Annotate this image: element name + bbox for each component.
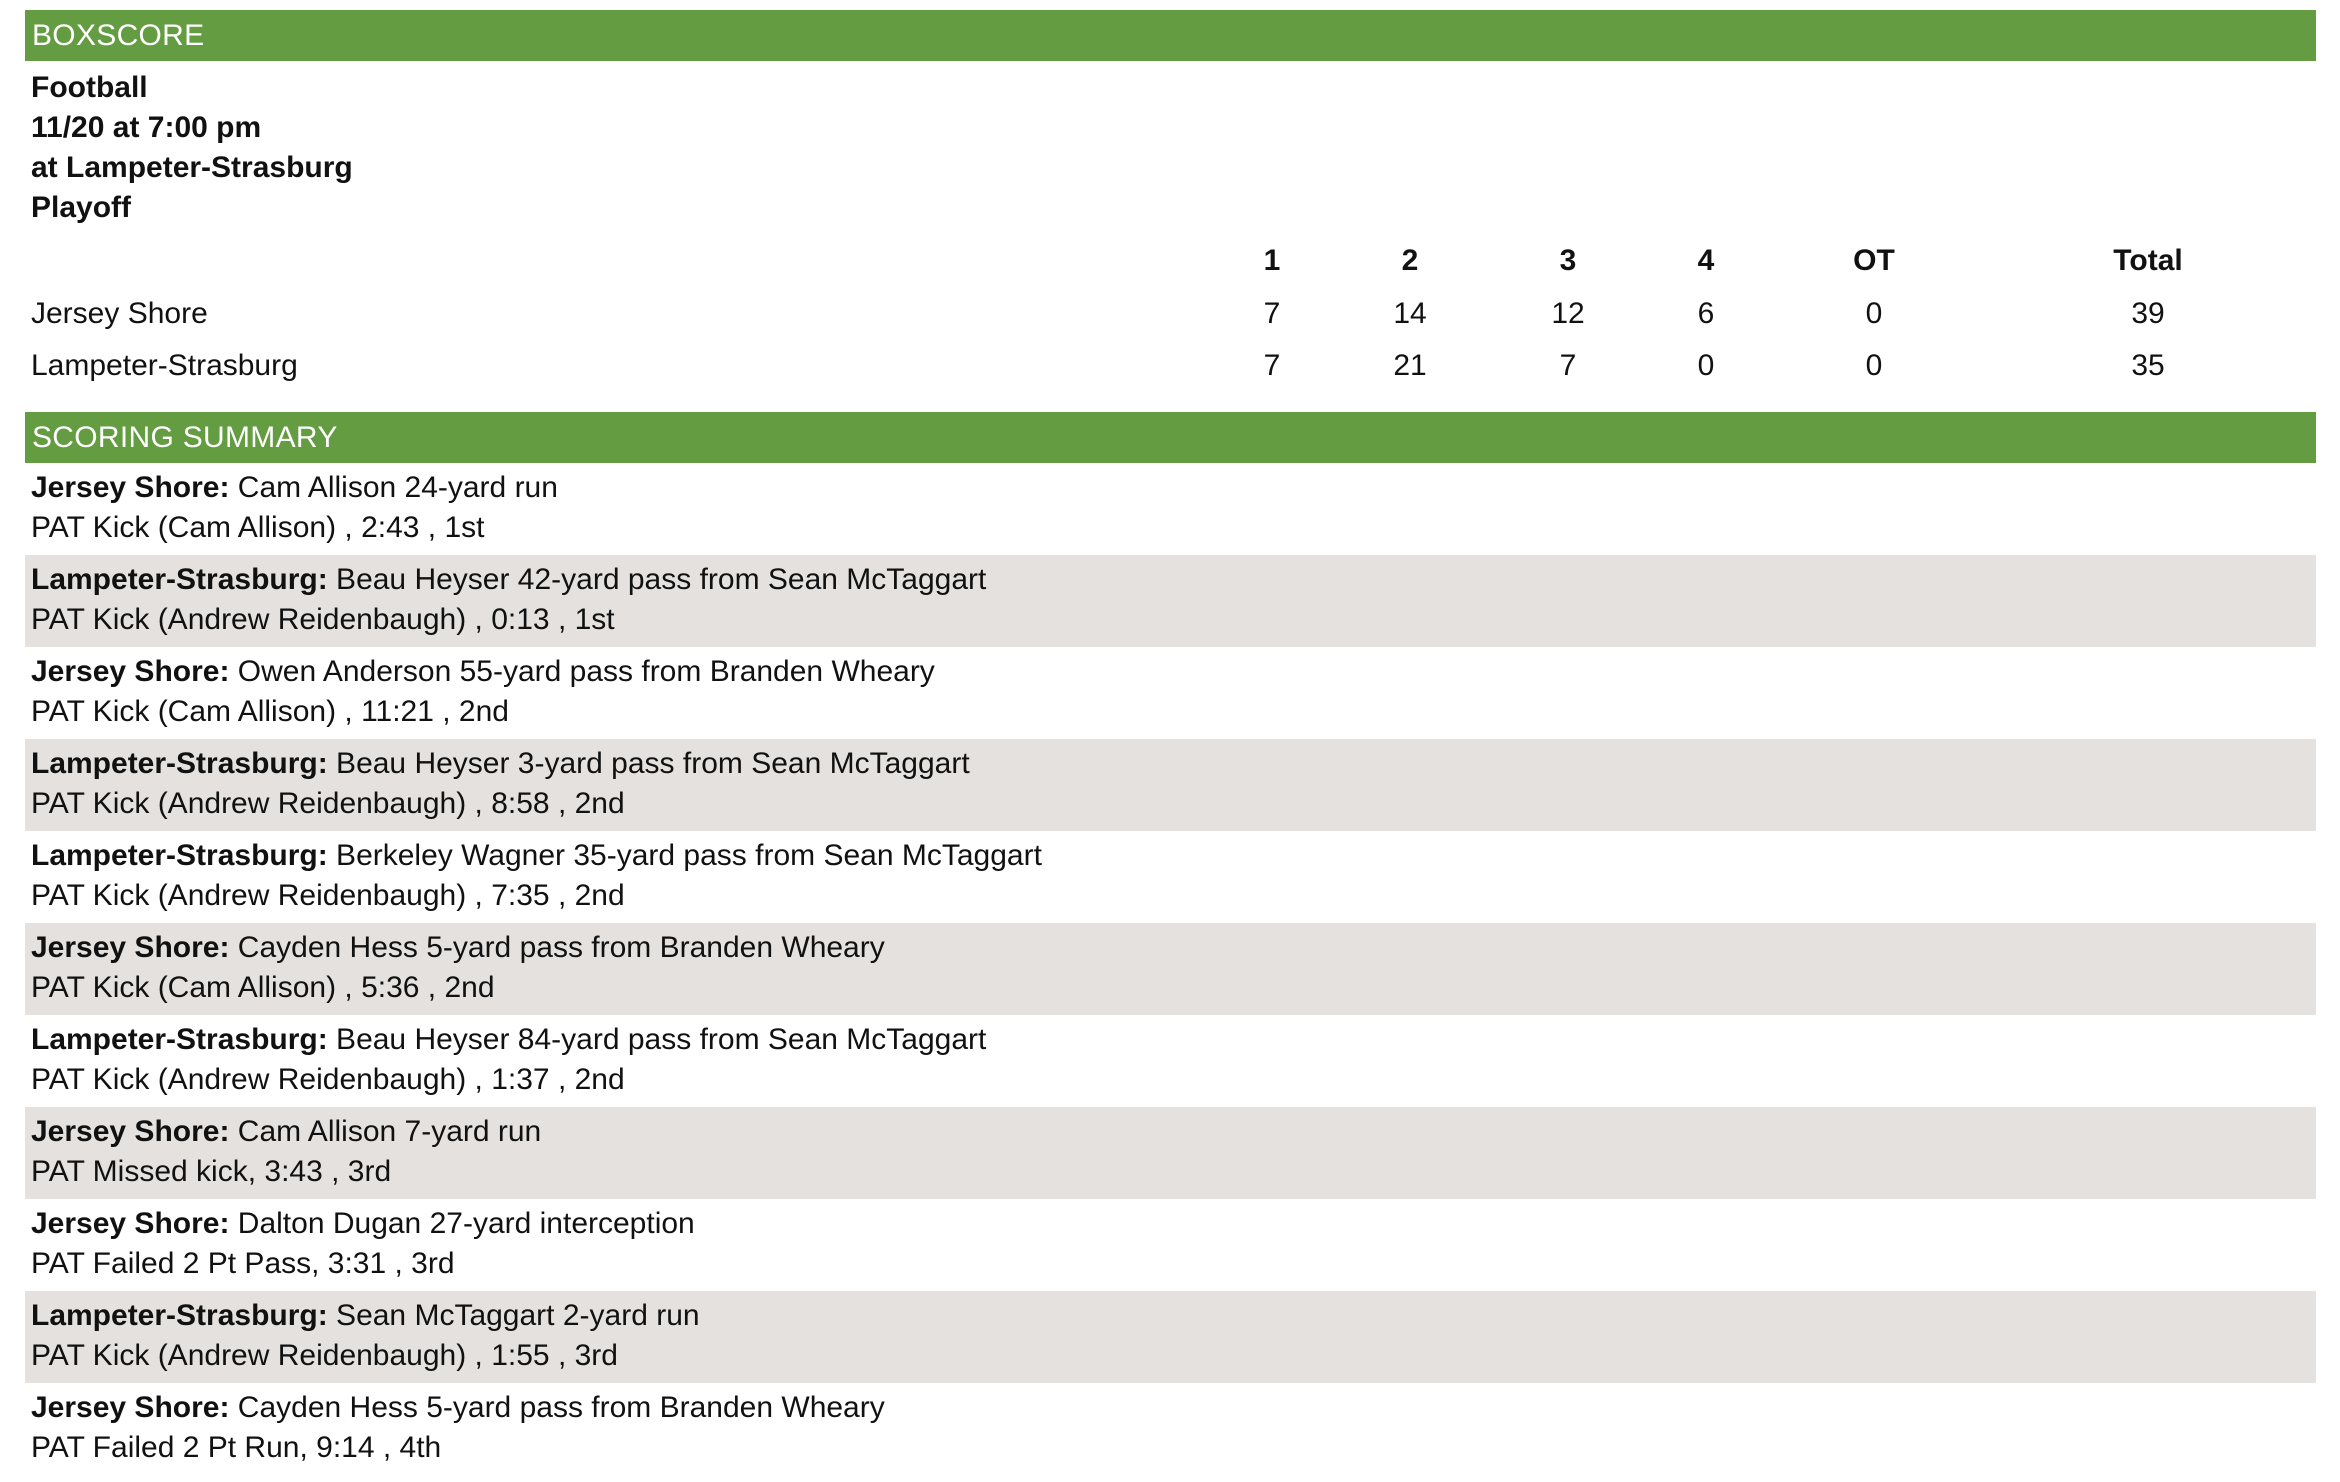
scoring-play — [25, 1383, 2316, 1475]
score-cell: 0 — [1697, 349, 1715, 382]
game-datetime: 11/20 at 7:00 pm — [31, 111, 262, 144]
scoring-play — [25, 647, 2316, 739]
scoring-play-detail: PAT Kick (Andrew Reidenbaugh) , 1:55 , 3rd — [31, 1339, 618, 1372]
scoring-play-detail: PAT Kick (Andrew Reidenbaugh) , 8:58 , 2nd — [31, 787, 625, 820]
scoring-team: Jersey Shore: — [31, 931, 230, 964]
score-cell: 0 — [1865, 349, 1883, 382]
scoring-play — [25, 1291, 2316, 1383]
scoring-play-detail: PAT Kick (Cam Allison) , 11:21 , 2nd — [31, 695, 509, 728]
scoring-play — [25, 555, 2316, 647]
scoring-team: Jersey Shore: — [31, 1207, 230, 1240]
scoring-play-detail: PAT Failed 2 Pt Pass, 3:31 , 3rd — [31, 1247, 455, 1280]
game-info — [31, 68, 353, 228]
scoring-play-detail: PAT Kick (Cam Allison) , 2:43 , 1st — [31, 511, 485, 544]
scoring-team: Lampeter-Strasburg: — [31, 1299, 328, 1332]
scoring-play-detail: PAT Failed 2 Pt Run, 9:14 , 4th — [31, 1431, 442, 1464]
sport-label: Football — [31, 71, 148, 104]
team-name-row-1: Jersey Shore — [31, 297, 208, 330]
game-type: Playoff — [31, 191, 132, 224]
score-cell: 21 — [1393, 349, 1427, 382]
scoring-play-description: Beau Heyser 84-yard pass from Sean McTaggart — [327, 1023, 987, 1056]
scoring-play-detail: PAT Kick (Cam Allison) , 5:36 , 2nd — [31, 971, 495, 1004]
total-score-cell: 39 — [2131, 297, 2165, 330]
score-cell: 6 — [1697, 297, 1715, 330]
scoring-play-description: Cayden Hess 5-yard pass from Branden Wheary — [229, 931, 885, 964]
score-cell: 12 — [1551, 297, 1585, 330]
column-header-q4: 4 — [1697, 244, 1715, 277]
scoring-play — [25, 1199, 2316, 1291]
scoring-play-detail: PAT Kick (Andrew Reidenbaugh) , 7:35 , 2nd — [31, 879, 625, 912]
column-header-total: Total — [2113, 244, 2183, 277]
scoring-play — [25, 923, 2316, 1015]
scoring-team: Jersey Shore: — [31, 1115, 230, 1148]
scoring-play-detail: PAT Kick (Andrew Reidenbaugh) , 1:37 , 2nd — [31, 1063, 625, 1096]
scoring-play-detail: PAT Missed kick, 3:43 , 3rd — [31, 1155, 392, 1188]
scoring-team: Lampeter-Strasburg: — [31, 563, 328, 596]
score-cell: 7 — [1263, 297, 1281, 330]
scoring-team: Jersey Shore: — [31, 1391, 230, 1424]
scoring-team: Jersey Shore: — [31, 471, 230, 504]
column-header-q2: 2 — [1401, 244, 1419, 277]
scoring-play-description: Beau Heyser 3-yard pass from Sean McTaggart — [327, 747, 970, 780]
scoring-play — [25, 1107, 2316, 1199]
scoring-play-description: Cam Allison 24-yard run — [229, 471, 558, 504]
score-cell: 7 — [1263, 349, 1281, 382]
score-cell: 14 — [1393, 297, 1427, 330]
scoring-team: Lampeter-Strasburg: — [31, 1023, 328, 1056]
scoring-play-description: Cam Allison 7-yard run — [229, 1115, 542, 1148]
column-header-ot: OT — [1853, 244, 1895, 277]
scoring-play-description: Cayden Hess 5-yard pass from Branden Wheary — [229, 1391, 885, 1424]
scoring-play-description: Owen Anderson 55-yard pass from Branden Wheary — [229, 655, 935, 688]
column-header-q1: 1 — [1263, 244, 1281, 277]
score-cell: 7 — [1559, 349, 1577, 382]
boxscore-header: BOXSCORE — [25, 10, 2316, 61]
score-cell: 0 — [1865, 297, 1883, 330]
scoring-team: Lampeter-Strasburg: — [31, 747, 328, 780]
scoring-play-description: Sean McTaggart 2-yard run — [327, 1299, 700, 1332]
team-name-row-2: Lampeter-Strasburg — [31, 349, 298, 382]
column-header-q3: 3 — [1559, 244, 1577, 277]
scoring-play — [25, 1015, 2316, 1107]
scoring-play-description: Berkeley Wagner 35-yard pass from Sean McTaggart — [327, 839, 1042, 872]
scoring-play-description: Dalton Dugan 27-yard interception — [229, 1207, 695, 1240]
scoring-summary-header: SCORING SUMMARY — [25, 412, 2316, 463]
total-score-cell: 35 — [2131, 349, 2165, 382]
scoring-play — [25, 739, 2316, 831]
game-location: at Lampeter-Strasburg — [31, 151, 353, 184]
scoring-play — [25, 463, 2316, 555]
scoring-play — [25, 831, 2316, 923]
scoring-team: Lampeter-Strasburg: — [31, 839, 328, 872]
scoring-play-detail: PAT Kick (Andrew Reidenbaugh) , 0:13 , 1st — [31, 603, 615, 636]
scoring-team: Jersey Shore: — [31, 655, 230, 688]
scoring-play-description: Beau Heyser 42-yard pass from Sean McTaggart — [327, 563, 987, 596]
